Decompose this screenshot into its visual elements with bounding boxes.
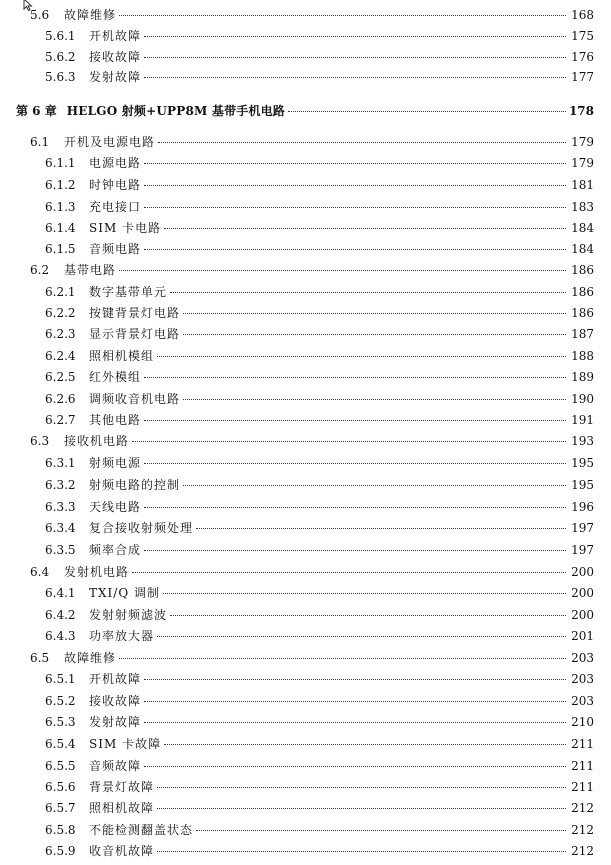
toc-entry-title: 充电接口 [89, 200, 142, 214]
toc-entry-page: 200 [571, 586, 594, 600]
toc-entry-page: 210 [571, 715, 594, 729]
toc-entry-number: 6.2 [30, 263, 50, 277]
toc-entry-page: 196 [571, 500, 594, 514]
toc-entry-title: 射频电路的控制 [89, 478, 181, 492]
leader-dots [132, 572, 566, 573]
toc-entry-page: 211 [571, 780, 594, 794]
leader-dots [183, 313, 566, 314]
toc-entry-number: 6.3.2 [45, 478, 76, 492]
toc-entry-page: 186 [571, 306, 594, 320]
leader-dots [144, 463, 566, 464]
leader-dots [164, 744, 566, 745]
toc-entry-title: 照相机故障 [89, 801, 155, 815]
toc-entry-number: 6.3.3 [45, 500, 76, 514]
leader-dots [144, 420, 566, 421]
toc-entry-title: 接收机电路 [64, 434, 130, 448]
leader-dots [144, 36, 566, 37]
toc-entry-number: 6.1.3 [45, 200, 76, 214]
toc-entry-title: 发射故障 [89, 70, 142, 84]
toc-entry-page: 184 [571, 221, 594, 235]
toc-entry-page: 175 [571, 29, 594, 43]
toc-entry-title: 射频电源 [89, 456, 142, 470]
toc-entry-title: 数字基带单元 [89, 285, 168, 299]
toc-entry-6-2-4[interactable] [45, 346, 594, 366]
leader-dots [144, 377, 566, 378]
toc-entry-number: 6.5.1 [45, 672, 76, 686]
toc-entry-title: 照相机模组 [89, 349, 155, 363]
toc-entry-page: 203 [571, 672, 594, 686]
toc-entry-title: SIM 卡电路 [89, 221, 162, 235]
toc-entry-6-5-8[interactable] [45, 820, 594, 840]
toc-entry-title: 背景灯故障 [89, 780, 155, 794]
toc-entry-title: 天线电路 [89, 500, 142, 514]
toc-entry-page: 168 [571, 8, 594, 22]
chapter-title: HELGO 射频+UPP8M 基带手机电路 [66, 104, 286, 118]
toc-entry-page: 179 [571, 156, 594, 170]
toc-entry-6-1-2[interactable] [45, 175, 594, 195]
leader-dots [144, 679, 566, 680]
toc-entry-6-3-3[interactable] [45, 497, 594, 517]
toc-entry-page: 188 [571, 349, 594, 363]
toc-entry-page: 190 [571, 392, 594, 406]
leader-dots [157, 851, 566, 852]
leader-dots [132, 441, 566, 442]
leader-dots [144, 701, 566, 702]
toc-entry-6-5-6[interactable] [45, 777, 594, 797]
toc-entry-page: 201 [571, 629, 594, 643]
toc-entry-title: 频率合成 [89, 543, 142, 557]
toc-entry-title: 显示背景灯电路 [89, 327, 181, 341]
toc-entry-number: 6.2.1 [45, 285, 76, 299]
toc-entry-title: 调频收音机电路 [89, 392, 181, 406]
toc-entry-number: 6.3.1 [45, 456, 76, 470]
toc-entry-5-6-2[interactable] [45, 47, 594, 67]
leader-dots [196, 528, 566, 529]
toc-entry-title: 红外模组 [89, 370, 142, 384]
toc-entry-number: 5.6.3 [45, 70, 76, 84]
toc-entry-number: 6.5.3 [45, 715, 76, 729]
toc-entry-title: 音频电路 [89, 242, 142, 256]
toc-entry-number: 6.5.6 [45, 780, 76, 794]
toc-entry-title: 发射机电路 [64, 565, 130, 579]
leader-dots [170, 615, 566, 616]
chapter-number: 第 6 章 [16, 104, 57, 118]
toc-entry-page: 197 [571, 543, 594, 557]
toc-entry-6-2-2[interactable] [45, 303, 594, 323]
toc-entry-page: 189 [571, 370, 594, 384]
toc-entry-title: 故障维修 [64, 8, 117, 22]
toc-entry-6-2-5[interactable] [45, 367, 594, 387]
toc-entry-title: 开机故障 [89, 29, 142, 43]
toc-entry-6-3-5[interactable] [45, 540, 594, 560]
toc-entry-title: 收音机故障 [89, 844, 155, 858]
toc-entry-5-6[interactable] [30, 5, 594, 25]
toc-entry-number: 5.6.1 [45, 29, 76, 43]
leader-dots [157, 808, 566, 809]
leader-dots [144, 722, 566, 723]
toc-entry-6-3-1[interactable] [45, 453, 594, 473]
leader-dots [119, 658, 566, 659]
toc-entry-6-5-4[interactable] [45, 734, 594, 754]
leader-dots [144, 77, 566, 78]
toc-entry-title: 其他电路 [89, 413, 142, 427]
toc-entry-page: 195 [571, 456, 594, 470]
toc-entry-page: 186 [571, 263, 594, 277]
leader-dots [144, 507, 566, 508]
toc-entry-number: 6.1 [30, 135, 50, 149]
toc-entry-5-6-3[interactable] [45, 67, 594, 87]
toc-entry-6-1-4[interactable] [45, 218, 594, 238]
leader-dots [157, 787, 566, 788]
toc-entry-title: TXI/Q 调制 [89, 586, 160, 600]
toc-entry-number: 6.4 [30, 565, 50, 579]
toc-entry-page: 176 [571, 50, 594, 64]
toc-entry-page: 200 [571, 565, 594, 579]
toc-entry-5-6-1[interactable] [45, 26, 594, 46]
toc-entry-page: 177 [571, 70, 594, 84]
toc-entry-number: 5.6 [30, 8, 50, 22]
toc-entry-6-3[interactable] [30, 431, 594, 451]
leader-dots [144, 57, 566, 58]
toc-entry-number: 6.5.4 [45, 737, 76, 751]
toc-entry-page: 183 [571, 200, 594, 214]
toc-entry-page: 178 [568, 104, 594, 118]
toc-entry-number: 6.1.2 [45, 178, 76, 192]
toc-entry-6-3-4[interactable] [45, 518, 594, 538]
toc-entry-number: 5.6.2 [45, 50, 76, 64]
toc-entry-number: 6.2.5 [45, 370, 76, 384]
toc-entry-6-2-7[interactable] [45, 410, 594, 430]
toc-entry-6-5-5[interactable] [45, 756, 594, 776]
toc-entry-6-1-3[interactable] [45, 197, 594, 217]
toc-entry-6-4-2[interactable] [45, 605, 594, 625]
toc-entry-page: 184 [571, 242, 594, 256]
toc-entry-number: 6.2.2 [45, 306, 76, 320]
leader-dots [119, 270, 566, 271]
toc-entry-title: 接收故障 [89, 50, 142, 64]
toc-entry-page: 191 [571, 413, 594, 427]
toc-entry-number: 6.1.4 [45, 221, 76, 235]
toc-entry-6-5-1[interactable] [45, 669, 594, 689]
toc-entry-page: 212 [571, 801, 594, 815]
toc-entry-number: 6.4.2 [45, 608, 76, 622]
toc-entry-title: 发射故障 [89, 715, 142, 729]
toc-entry-6-5-3[interactable] [45, 712, 594, 732]
leader-dots [183, 334, 566, 335]
toc-entry-title: 电源电路 [89, 156, 142, 170]
toc-entry-page: 197 [571, 521, 594, 535]
toc-entry-6-5-9[interactable] [45, 841, 594, 861]
leader-dots [183, 399, 566, 400]
toc-entry-6-1-1[interactable] [45, 153, 594, 173]
leader-dots [288, 111, 566, 112]
leader-dots [164, 228, 566, 229]
leader-dots [170, 292, 566, 293]
toc-entry-number: 6.5.2 [45, 694, 76, 708]
toc-entry-page: 195 [571, 478, 594, 492]
toc-entry-title: 接收故障 [89, 694, 142, 708]
toc-entry-number: 6.2.4 [45, 349, 76, 363]
leader-dots [183, 485, 566, 486]
leader-dots [144, 249, 566, 250]
toc-entry-number: 6.4.3 [45, 629, 76, 643]
toc-entry-page: 186 [571, 285, 594, 299]
toc-entry-6-4-3[interactable] [45, 626, 594, 646]
toc-entry-number: 6.2.6 [45, 392, 76, 406]
toc-entry-number: 6.5.8 [45, 823, 76, 837]
toc-entry-title: 故障维修 [64, 651, 117, 665]
toc-entry-6-1-5[interactable] [45, 239, 594, 259]
toc-entry-6-2[interactable] [30, 260, 594, 280]
toc-entry-page: 181 [571, 178, 594, 192]
toc-entry-number: 6.5.5 [45, 759, 76, 773]
leader-dots [157, 356, 566, 357]
toc-entry-number: 6.2.3 [45, 327, 76, 341]
toc-entry-6-5[interactable] [30, 648, 594, 668]
toc-entry-6-2-1[interactable] [45, 282, 594, 302]
leader-dots [144, 766, 566, 767]
toc-entry-title: 发射射频滤波 [89, 608, 168, 622]
leader-dots [144, 550, 566, 551]
leader-dots [119, 15, 566, 16]
toc-entry-6-5-2[interactable] [45, 691, 594, 711]
toc-entry-page: 203 [571, 651, 594, 665]
toc-entry-6-4[interactable] [30, 562, 594, 582]
toc-entry-title: 开机故障 [89, 672, 142, 686]
toc-entry-title: 复合接收射频处理 [89, 521, 194, 535]
toc-entry-number: 6.1.1 [45, 156, 76, 170]
leader-dots [157, 636, 566, 637]
toc-entry-title: 开机及电源电路 [64, 135, 156, 149]
toc-entry-number: 6.3 [30, 434, 50, 448]
toc-entry-page: 187 [571, 327, 594, 341]
leader-dots [144, 207, 566, 208]
toc-entry-title: 功率放大器 [89, 629, 155, 643]
leader-dots [144, 185, 566, 186]
toc-entry-number: 6.5.7 [45, 801, 76, 815]
toc-entry-title: SIM 卡故障 [89, 737, 162, 751]
toc-entry-page: 212 [571, 823, 594, 837]
toc-entry-6-5-7[interactable] [45, 798, 594, 818]
toc-entry-title: 时钟电路 [89, 178, 142, 192]
toc-entry-title: 基带电路 [64, 263, 117, 277]
toc-entry-number: 6.3.5 [45, 543, 76, 557]
toc-entry-page: 200 [571, 608, 594, 622]
toc-entry-page: 203 [571, 694, 594, 708]
leader-dots [196, 830, 566, 831]
toc-entry-number: 6.1.5 [45, 242, 76, 256]
toc-entry-number: 6.2.7 [45, 413, 76, 427]
toc-chapter-6[interactable] [16, 101, 594, 121]
toc-entry-page: 179 [571, 135, 594, 149]
toc-entry-number: 6.5 [30, 651, 50, 665]
toc-entry-number: 6.5.9 [45, 844, 76, 858]
toc-entry-page: 212 [571, 844, 594, 858]
leader-dots [144, 163, 566, 164]
toc-entry-page: 211 [571, 759, 594, 773]
toc-entry-title: 不能检测翻盖状态 [89, 823, 194, 837]
toc-entry-6-1[interactable] [30, 132, 594, 152]
toc-entry-6-4-1[interactable] [45, 583, 594, 603]
leader-dots [163, 593, 566, 594]
toc-entry-6-2-3[interactable] [45, 324, 594, 344]
toc-entry-title: 按键背景灯电路 [89, 306, 181, 320]
toc-entry-6-3-2[interactable] [45, 475, 594, 495]
toc-entry-title: 音频故障 [89, 759, 142, 773]
toc-entry-page: 193 [571, 434, 594, 448]
toc-entry-number: 6.3.4 [45, 521, 76, 535]
toc-entry-number: 6.4.1 [45, 586, 76, 600]
toc-entry-6-2-6[interactable] [45, 389, 594, 409]
leader-dots [158, 142, 566, 143]
toc-entry-page: 211 [571, 737, 594, 751]
